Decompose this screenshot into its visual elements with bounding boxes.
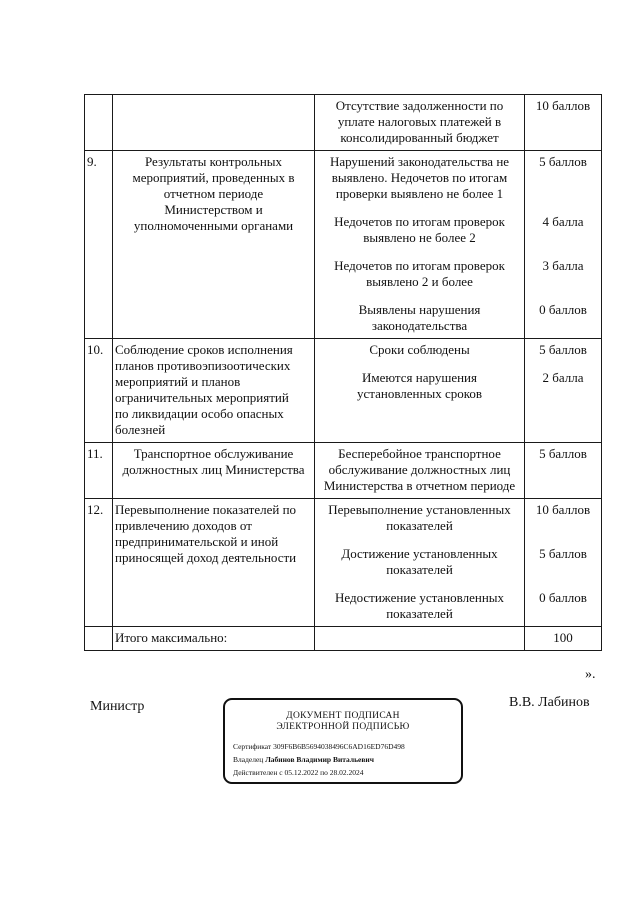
points-value: 5 баллов	[539, 546, 587, 561]
entry-spacer	[317, 358, 522, 370]
stamp-title-line1: ДОКУМЕНТ ПОДПИСАН	[286, 711, 400, 721]
stamp-title-line2: ЭЛЕКТРОННОЙ ПОДПИСЬЮ	[276, 722, 410, 732]
condition-cell	[315, 443, 525, 499]
points-value: 0 баллов	[539, 590, 587, 605]
criterion-line: мероприятий, проведенных в	[132, 170, 295, 185]
points-value: 2 балла	[542, 370, 584, 385]
condition-line: Недостижение установленных	[334, 590, 505, 605]
criterion-cell	[113, 151, 315, 339]
points-padding	[527, 606, 599, 622]
condition-line: Бесперебойное транспортное	[338, 446, 501, 461]
points-cell	[525, 151, 602, 339]
condition-line: показателей	[386, 562, 453, 577]
points-padding	[527, 230, 599, 246]
points-cell	[525, 95, 602, 151]
condition-line: выявлено 2 и более	[366, 274, 473, 289]
condition-entry	[317, 546, 522, 578]
criteria-table	[84, 94, 602, 651]
stamp-valid-to: 28.02.2024	[329, 768, 364, 777]
criterion-line: по ликвидации особо опасных	[115, 406, 284, 421]
entry-spacer	[317, 290, 522, 302]
electronic-signature-stamp	[223, 698, 463, 784]
points-padding	[527, 318, 599, 334]
points-value: 5 баллов	[539, 342, 587, 357]
points-padding	[527, 170, 599, 186]
table-row	[85, 339, 602, 443]
condition-line: установленных сроков	[356, 386, 483, 401]
condition-cell	[315, 339, 525, 443]
points-padding	[527, 186, 599, 202]
row-number: 10.	[85, 339, 113, 443]
condition-line: Нарушений законодательства не	[329, 154, 510, 169]
criterion-line: мероприятий и планов	[115, 374, 241, 389]
condition-entry	[317, 370, 522, 402]
signer-name: В.В. Лабинов	[509, 695, 590, 710]
criterion-line: уполномоченными органами	[133, 218, 294, 233]
total-value: 100	[525, 627, 602, 651]
total-row	[85, 627, 602, 651]
row-number: 9.	[85, 151, 113, 339]
points-padding	[527, 274, 599, 290]
condition-cell	[315, 95, 525, 151]
condition-line: Недочетов по итогам проверок	[334, 214, 505, 229]
total-empty-cell	[315, 627, 525, 651]
condition-line: выявлено. Недочетов по итогам	[331, 170, 508, 185]
condition-entry	[317, 214, 522, 246]
stamp-valid-sep: по	[320, 768, 328, 777]
points-value: 10 баллов	[535, 502, 591, 517]
condition-line: Отсутствие задолженности по	[335, 98, 504, 113]
points-padding	[527, 130, 599, 146]
condition-line: проверки выявлено не более 1	[335, 186, 504, 201]
points-padding	[527, 518, 599, 534]
entry-spacer	[527, 358, 599, 370]
points-padding	[527, 462, 599, 478]
criterion-line: должностных лиц Министерства	[122, 462, 305, 477]
points-cell	[525, 499, 602, 627]
table-row	[85, 443, 602, 499]
points-value: 5 баллов	[539, 446, 587, 461]
points-value: 3 балла	[542, 258, 584, 273]
stamp-owner-label: Владелец	[233, 755, 264, 764]
points-value: 0 баллов	[539, 302, 587, 317]
condition-entry	[317, 258, 522, 290]
criterion-line: приносящей доход деятельности	[115, 550, 297, 565]
entry-spacer	[527, 534, 599, 546]
criterion-line: предпринимательской и иной	[115, 534, 279, 549]
condition-entry	[317, 590, 522, 622]
condition-line: уплате налоговых платежей в	[337, 114, 502, 129]
entry-spacer	[527, 578, 599, 590]
stamp-validity	[233, 768, 364, 777]
points-padding	[527, 386, 599, 402]
row-number	[85, 95, 113, 151]
criterion-cell	[113, 339, 315, 443]
condition-line: показателей	[386, 518, 453, 533]
entry-spacer	[527, 290, 599, 302]
points-value: 5 баллов	[539, 154, 587, 169]
table-row	[85, 151, 602, 339]
stamp-valid-label: Действителен с	[233, 768, 283, 777]
points-padding	[527, 562, 599, 578]
condition-cell	[315, 151, 525, 339]
condition-entry	[317, 502, 522, 534]
criterion-line: планов противоэпизоотических	[115, 358, 291, 373]
points-cell	[525, 443, 602, 499]
criterion-line: отчетном периоде	[163, 186, 264, 201]
points-cell	[525, 339, 602, 443]
entry-spacer	[527, 246, 599, 258]
condition-cell	[315, 499, 525, 627]
stamp-cert-value: 309F6B6B5694038496C6AD16ED76D498	[273, 742, 405, 751]
stamp-owner	[233, 755, 374, 764]
condition-entry	[317, 98, 522, 146]
entry-spacer	[317, 246, 522, 258]
stamp-valid-from: 05.12.2022	[284, 768, 319, 777]
points-padding	[527, 114, 599, 130]
total-empty-cell	[85, 627, 113, 651]
points-padding	[527, 478, 599, 494]
row-number: 12.	[85, 499, 113, 627]
entry-spacer	[317, 534, 522, 546]
condition-line: законодательства	[371, 318, 468, 333]
condition-line: Достижение установленных	[341, 546, 498, 561]
criterion-line: Результаты контрольных	[144, 154, 283, 169]
condition-line: консолидированный бюджет	[340, 130, 499, 145]
criterion-line: ограничительных мероприятий	[115, 390, 289, 405]
criterion-line: болезней	[115, 422, 166, 437]
signer-position: Министр	[90, 699, 145, 714]
condition-line: Министерства в отчетном периоде	[323, 478, 516, 493]
entry-spacer	[317, 578, 522, 590]
condition-entry	[317, 342, 522, 358]
condition-line: показателей	[386, 606, 453, 621]
condition-line: выявлено не более 2	[363, 230, 476, 245]
condition-line: Сроки соблюдены	[369, 342, 470, 357]
criterion-line: Транспортное обслуживание	[133, 446, 294, 461]
condition-line: Недочетов по итогам проверок	[334, 258, 505, 273]
criterion-line: Соблюдение сроков исполнения	[115, 342, 293, 357]
table-row	[85, 499, 602, 627]
stamp-certificate	[233, 742, 405, 751]
criterion-cell	[113, 95, 315, 151]
criterion-line: Перевыполнение показателей по	[115, 502, 297, 517]
condition-line: Выявлены нарушения	[358, 302, 481, 317]
criterion-cell	[113, 443, 315, 499]
closing-quote: ».	[585, 667, 596, 682]
criterion-line: Министерством и	[164, 202, 263, 217]
stamp-owner-value: Лабинов Владимир Витальевич	[265, 755, 374, 764]
criteria-table-body	[85, 95, 602, 651]
points-value: 10 баллов	[535, 98, 591, 113]
criterion-line: привлечению доходов от	[115, 518, 252, 533]
total-label: Итого максимально:	[113, 627, 315, 651]
entry-spacer	[317, 202, 522, 214]
condition-entry	[317, 302, 522, 334]
points-value: 4 балла	[542, 214, 584, 229]
condition-line: Перевыполнение установленных	[328, 502, 511, 517]
criterion-cell	[113, 499, 315, 627]
condition-line: Имеются нарушения	[362, 370, 477, 385]
condition-line: обслуживание должностных лиц	[328, 462, 511, 477]
entry-spacer	[527, 202, 599, 214]
table-row	[85, 95, 602, 151]
condition-entry	[317, 446, 522, 494]
row-number: 11.	[85, 443, 113, 499]
condition-entry	[317, 154, 522, 202]
stamp-cert-label: Сертификат	[233, 742, 272, 751]
